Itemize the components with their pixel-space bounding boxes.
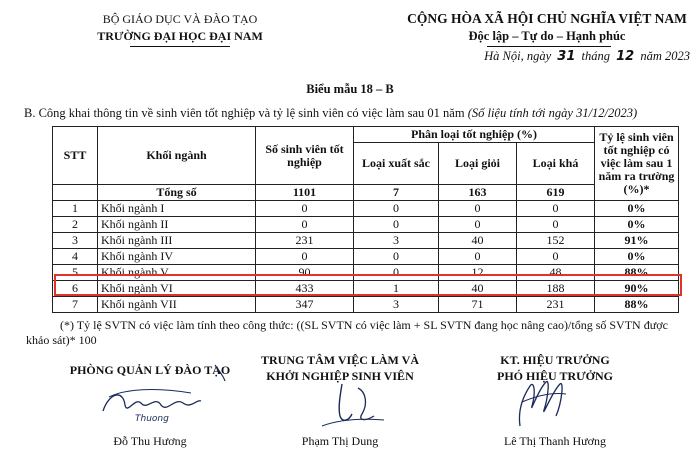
- total-stt: [53, 185, 98, 201]
- total-good: 163: [439, 185, 517, 201]
- row-employment: 90%: [595, 281, 679, 297]
- row-excellent: 3: [354, 233, 439, 249]
- signature-mid-title-line-2: KHỞI NGHIỆP SINH VIÊN: [266, 369, 414, 383]
- row-excellent: 3: [354, 297, 439, 313]
- row-excellent: 0: [354, 249, 439, 265]
- signature-left-scribble: [95, 375, 205, 425]
- row-good: 71: [439, 297, 517, 313]
- header-fair: Loại khá: [517, 143, 595, 185]
- signature-left-title: PHÒNG QUẢN LÝ ĐÀO TẠO: [69, 363, 231, 377]
- header-stt: STT: [53, 127, 98, 185]
- row-field: Khối ngành IV: [98, 249, 256, 265]
- row-graduates: 0: [256, 249, 354, 265]
- header-excellent: Loại xuất sắc: [354, 143, 439, 185]
- row-excellent: 0: [354, 201, 439, 217]
- row-stt: 3: [53, 233, 98, 249]
- signature-right-title-line-1: KT. HIỆU TRƯỞNG: [500, 353, 610, 367]
- row-stt: 6: [53, 281, 98, 297]
- caption-text: B. Công khai thông tin về sinh viên tốt nghiệp và tỷ lệ sinh viên có việc làm sau 01 năm: [24, 106, 465, 120]
- date-month-label: tháng: [581, 49, 610, 63]
- row-good: 0: [439, 249, 517, 265]
- row-fair: 231: [517, 297, 595, 313]
- row-stt: 7: [53, 297, 98, 313]
- row-field: Khối ngành VI: [98, 281, 256, 297]
- total-label: Tổng số: [98, 185, 256, 201]
- ministry-name: BỘ GIÁO DỤC VÀ ĐÀO TẠO: [102, 12, 258, 26]
- row-excellent: 0: [354, 265, 439, 281]
- header-classification: Phân loại tốt nghiệp (%): [354, 127, 595, 143]
- row-field: Khối ngành V: [98, 265, 256, 281]
- total-excellent: 7: [354, 185, 439, 201]
- row-employment: 0%: [595, 249, 679, 265]
- date-month: 12: [616, 49, 635, 64]
- signature-left-handwriting: Thuong: [135, 414, 169, 424]
- row-employment: 88%: [595, 297, 679, 313]
- total-graduates: 1101: [256, 185, 354, 201]
- row-graduates: 0: [256, 201, 354, 217]
- signature-left-name: Đỗ Thu Hương: [113, 434, 187, 448]
- row-fair: 0: [517, 217, 595, 233]
- row-stt: 1: [53, 201, 98, 217]
- total-fair: 619: [517, 185, 595, 201]
- header-employment: Tỷ lệ sinh viên tốt nghiệp có việc làm sau 1 năm ra trường (%)*: [595, 127, 679, 201]
- row-graduates: 0: [256, 217, 354, 233]
- row-graduates: 231: [256, 233, 354, 249]
- table-row: [53, 217, 679, 233]
- highlight-box: [54, 274, 682, 296]
- signature-mid-scribble: [318, 382, 388, 432]
- row-fair: 0: [517, 249, 595, 265]
- table-caption: [24, 106, 700, 121]
- caption-note: (Số liệu tính tới ngày 31/12/2023): [467, 106, 638, 120]
- row-stt: 2: [53, 217, 98, 233]
- row-stt: 5: [53, 265, 98, 281]
- row-employment: 91%: [595, 233, 679, 249]
- row-field: Khối ngành III: [98, 233, 256, 249]
- row-good: 12: [439, 265, 517, 281]
- row-excellent: 1: [354, 281, 439, 297]
- header-good: Loại giỏi: [439, 143, 517, 185]
- row-field: Khối ngành II: [98, 217, 256, 233]
- signature-right-title-line-2: PHÓ HIỆU TRƯỞNG: [496, 369, 613, 383]
- date-year: năm 2023: [640, 49, 690, 63]
- row-employment: 0%: [595, 201, 679, 217]
- university-name: TRƯỜNG ĐẠI HỌC ĐẠI NAM: [97, 29, 263, 43]
- date-prefix: Hà Nội, ngày: [484, 49, 552, 63]
- row-fair: 152: [517, 233, 595, 249]
- row-graduates: 347: [256, 297, 354, 313]
- row-graduates: 90: [256, 265, 354, 281]
- table-row: [53, 249, 679, 265]
- row-graduates: 433: [256, 281, 354, 297]
- row-field: Khối ngành VII: [98, 297, 256, 313]
- table-row: [53, 233, 679, 249]
- signature-mid-name: Phạm Thị Dung: [301, 434, 379, 448]
- header-left-underline: [130, 46, 230, 47]
- date-day: 31: [557, 49, 576, 64]
- row-employment: 0%: [595, 217, 679, 233]
- footnote-line-2: khảo sát)* 100: [26, 333, 97, 347]
- header-field: Khối ngành: [98, 127, 256, 185]
- document-date: [440, 49, 690, 64]
- header-graduates: Số sinh viên tốt nghiệp: [256, 127, 354, 185]
- row-fair: 48: [517, 265, 595, 281]
- signature-right-scribble: [500, 372, 580, 430]
- table-row: [53, 297, 679, 313]
- row-good: 40: [439, 281, 517, 297]
- footnote-line-1: (*) Tỷ lệ SVTN có việc làm tính theo công thức: ((SL SVTN có việc làm + SL SVTN đang học nâng cao)/tổng số SVTN được: [60, 318, 668, 332]
- table-row: [53, 201, 679, 217]
- country-name: CỘNG HÒA XÃ HỘI CHỦ NGHĨA VIỆT NAM: [407, 11, 687, 26]
- row-stt: 4: [53, 249, 98, 265]
- row-field: Khối ngành I: [98, 201, 256, 217]
- row-good: 0: [439, 201, 517, 217]
- header-right-underline: [487, 46, 611, 47]
- row-good: 0: [439, 217, 517, 233]
- row-fair: 0: [517, 201, 595, 217]
- table-row-total: [53, 185, 679, 201]
- row-fair: 188: [517, 281, 595, 297]
- row-employment: 88%: [595, 265, 679, 281]
- signature-mid-title: [250, 352, 430, 384]
- national-motto: Độc lập – Tự do – Hạnh phúc: [468, 29, 626, 43]
- row-excellent: 0: [354, 217, 439, 233]
- signature-right-name: Lê Thị Thanh Hương: [503, 434, 607, 448]
- row-good: 40: [439, 233, 517, 249]
- form-title: Biểu mẫu 18 – B: [306, 82, 394, 96]
- signature-mid-title-line-1: TRUNG TÂM VIỆC LÀM VÀ: [260, 353, 419, 367]
